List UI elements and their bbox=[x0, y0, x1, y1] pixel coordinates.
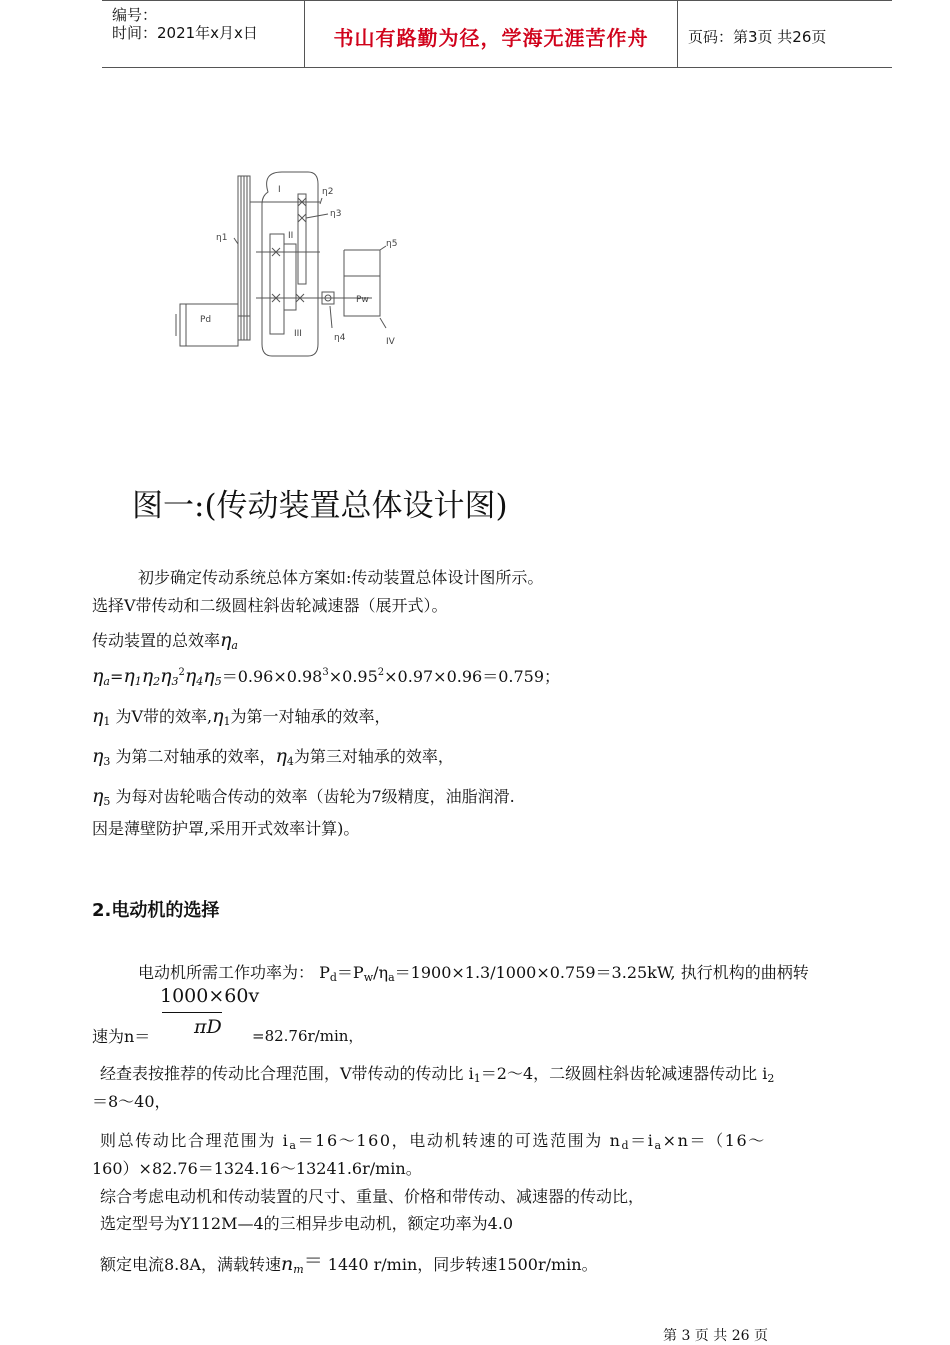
power-subscript: w bbox=[363, 971, 374, 984]
shaft-four-label: IV bbox=[386, 337, 395, 347]
header-time-label: 时间：2021年x月x日 bbox=[112, 24, 258, 42]
eta-symbol: η bbox=[123, 665, 135, 687]
shaft-three-label: III bbox=[294, 329, 302, 339]
ratio-subscript: 2 bbox=[767, 1072, 775, 1085]
speed-prefix: 速为n＝ bbox=[92, 1027, 151, 1046]
eta-subscript: a bbox=[103, 675, 110, 688]
eta-subscript: 3 bbox=[103, 755, 111, 768]
power-line bbox=[138, 960, 809, 984]
eta-symbol: η bbox=[92, 785, 104, 807]
eta-subscript: 5 bbox=[214, 675, 222, 688]
equation-exponent: 2 bbox=[377, 667, 385, 678]
total-text: ＝16～160，电动机转速的可选范围为 n bbox=[297, 1131, 622, 1150]
total-text: 则总传动比合理范围为 i bbox=[100, 1131, 290, 1150]
eta-symbol: η bbox=[160, 665, 172, 687]
eta3-description bbox=[92, 744, 454, 768]
eta-symbol: η bbox=[220, 629, 232, 651]
eta5-label: η5 bbox=[386, 239, 398, 249]
eta1-description bbox=[92, 704, 391, 728]
eta-subscript: 4 bbox=[196, 675, 204, 688]
fraction-numerator: 1000×60v bbox=[160, 985, 260, 1007]
eta-subscript: 2 bbox=[153, 675, 161, 688]
speed-value: =82.76r/min， bbox=[252, 1027, 364, 1045]
efficiency-title-text: 传动装置的总效率 bbox=[92, 631, 221, 650]
header-number-label: 编号： bbox=[112, 6, 158, 24]
eta-subscript: 1 bbox=[103, 715, 111, 728]
rated-text: 额定电流8.8A，满载转速 bbox=[100, 1255, 282, 1274]
eta3-text: 为第二对轴承的效率， bbox=[115, 747, 276, 766]
equation-value: ×0.95 bbox=[328, 667, 378, 686]
motor-body bbox=[180, 304, 238, 346]
rated-text: 1440 r/min，同步转速1500r/min。 bbox=[322, 1255, 598, 1274]
header-page-info: 页码：第3页 共26页 bbox=[688, 28, 827, 46]
equation-value: ＝0.96×0.98 bbox=[221, 667, 323, 686]
eta-bearing-text: 为第一对轴承的效率， bbox=[230, 707, 391, 726]
eta-subscript: 5 bbox=[103, 795, 111, 808]
gear-pair-two bbox=[270, 234, 284, 334]
eta-symbol: η bbox=[92, 705, 104, 727]
equation-exponent: 3 bbox=[322, 667, 329, 678]
shaft-two-label: II bbox=[288, 231, 294, 241]
figure-caption: 图一:(传动装置总体设计图) bbox=[132, 488, 508, 524]
fraction-denominator: πD bbox=[194, 1016, 222, 1038]
eta-subscript: a bbox=[231, 639, 238, 652]
power-subscript: a bbox=[388, 971, 395, 984]
eta2-leader bbox=[320, 198, 322, 204]
power-text: ＝1900×1.3/1000×0.759＝3.25kW, 执行机构的曲柄转 bbox=[394, 963, 809, 982]
gear-pinion bbox=[284, 244, 296, 310]
eta-symbol: η bbox=[92, 745, 104, 767]
rated-equals: ＝ bbox=[303, 1250, 323, 1272]
total-ratio-line-2: 160）×82.76＝1324.16～13241.6r/min。 bbox=[92, 1159, 422, 1178]
pd-label: Pd bbox=[200, 315, 212, 325]
ratio-text: ＝2～4，二级圆柱斜齿轮减速器传动比 i bbox=[480, 1064, 768, 1083]
eta5-text: 为每对齿轮啮合传动的效率（齿轮为7级精度，油脂润滑. bbox=[115, 787, 515, 806]
shaft-one-label: I bbox=[278, 185, 281, 195]
eta-exponent: 2 bbox=[178, 667, 185, 678]
ratio-subscript: 1 bbox=[473, 1072, 481, 1085]
header-divider bbox=[677, 0, 678, 68]
eta-subscript: 3 bbox=[171, 675, 179, 688]
power-subscript: d bbox=[329, 971, 337, 984]
eta1-text: 为V带的效率, bbox=[115, 707, 213, 726]
eta-symbol: η bbox=[92, 665, 104, 687]
eta-symbol: η bbox=[275, 745, 287, 767]
pw-label: Pw bbox=[356, 295, 369, 305]
eta5-note: 因是薄壁防护罩,采用开式效率计算)。 bbox=[92, 819, 360, 838]
bearing-marks bbox=[272, 248, 304, 302]
fraction-bar bbox=[162, 1012, 222, 1013]
total-subscript: d bbox=[621, 1139, 631, 1152]
rated-symbol: n bbox=[281, 1253, 294, 1275]
shaft-four-leader bbox=[380, 318, 386, 328]
gear-pair-one bbox=[298, 194, 306, 284]
eta3-leader bbox=[306, 214, 328, 218]
ratio-text: 经查表按推荐的传动比合理范围，V带传动的传动比 i bbox=[100, 1064, 474, 1083]
eta5-description bbox=[92, 784, 515, 808]
total-ratio-line bbox=[100, 1128, 766, 1152]
total-text: ×n＝（16～ bbox=[662, 1131, 766, 1150]
eta-subscript: 1 bbox=[134, 675, 142, 688]
paragraph-choice: 选择V带传动和二级圆柱斜齿轮减速器（展开式）。 bbox=[92, 596, 448, 615]
eta-subscript: 1 bbox=[223, 715, 231, 728]
model-line: 选定型号为Y112M—4的三相异步电动机，额定功率为4.0 bbox=[100, 1214, 514, 1233]
eta-symbol: η bbox=[212, 705, 224, 727]
ratio-line-2: ＝8～40， bbox=[92, 1092, 171, 1111]
efficiency-title bbox=[92, 628, 238, 652]
rated-line bbox=[100, 1246, 598, 1276]
eta-symbol: η bbox=[141, 665, 154, 687]
equals-sign: = bbox=[109, 667, 124, 686]
rated-subscript: m bbox=[293, 1263, 304, 1276]
eta1-leader bbox=[234, 238, 238, 244]
total-subscript: a bbox=[654, 1139, 663, 1152]
header-bottom-rule bbox=[102, 67, 892, 68]
eta-subscript: 4 bbox=[286, 755, 294, 768]
eta4-text: 为第三对轴承的效率， bbox=[293, 747, 454, 766]
eta4-label: η4 bbox=[334, 333, 346, 343]
total-subscript: a bbox=[289, 1139, 298, 1152]
equation-value: ×0.97×0.96＝0.759； bbox=[384, 667, 561, 686]
eta1-label: η1 bbox=[216, 233, 228, 243]
header-motto: 书山有路勤为径，学海无涯苦作舟 bbox=[333, 26, 649, 50]
eta-symbol: η bbox=[203, 665, 215, 687]
power-text: 电动机所需工作功率为： P bbox=[138, 963, 330, 982]
power-text: /η bbox=[373, 963, 389, 982]
eta-symbol: η bbox=[184, 665, 197, 687]
eta3-label: η3 bbox=[330, 209, 342, 219]
section-heading: 2.电动机的选择 bbox=[92, 900, 220, 921]
ratio-line bbox=[100, 1061, 774, 1085]
transmission-diagram bbox=[172, 168, 412, 360]
paragraph-scheme: 初步确定传动系统总体方案如:传动装置总体设计图所示。 bbox=[138, 568, 544, 587]
total-text: ＝i bbox=[630, 1131, 655, 1150]
eta2-label: η2 bbox=[322, 187, 334, 197]
eta4-leader bbox=[330, 306, 332, 328]
efficiency-equation bbox=[92, 664, 560, 688]
page-footer: 第 3 页 共 26 页 bbox=[663, 1328, 768, 1344]
power-text: ＝P bbox=[336, 963, 364, 982]
consider-line: 综合考虑电动机和传动装置的尺寸、重量、价格和带传动、减速器的传动比， bbox=[100, 1187, 645, 1206]
header-top-rule bbox=[102, 0, 892, 1]
